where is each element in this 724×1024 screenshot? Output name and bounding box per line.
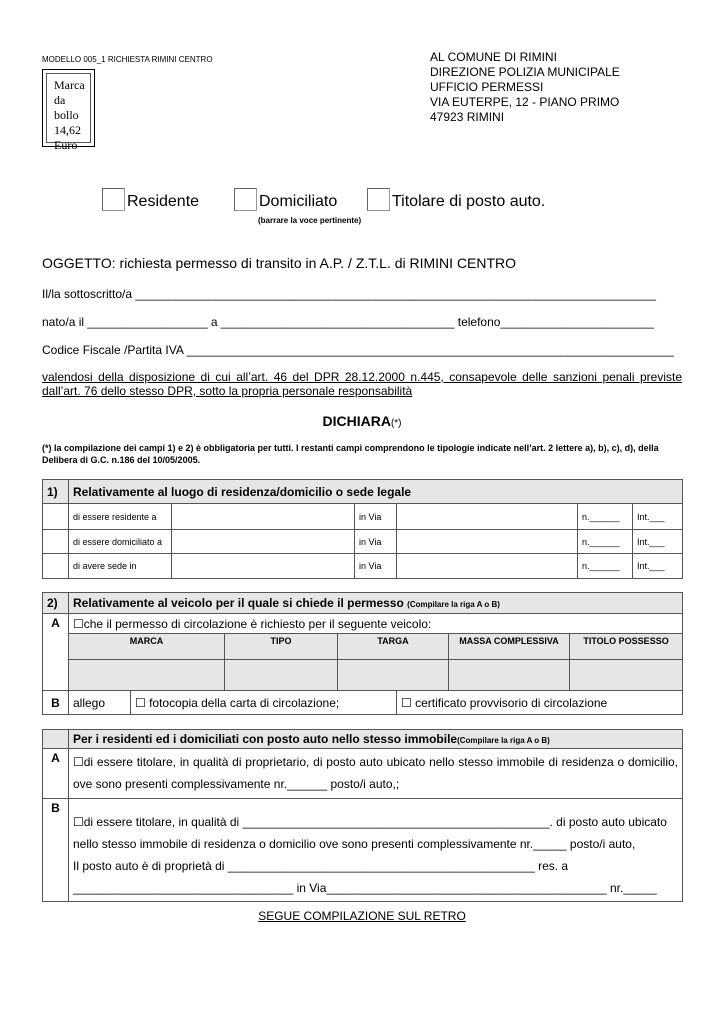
row-label: di essere domiciliato a [69,530,172,554]
column-header: MASSA COMPLESSIVA [449,634,570,660]
row-label: di avere sede in [69,554,172,579]
option-vehicle[interactable]: ☐che il permesso di circolazione è richiesto per il seguente veicolo: [69,614,683,634]
option-domiciliato[interactable] [234,188,337,211]
address-line: UFFICIO PERMESSI [430,80,544,94]
text-line: _________________________________ in Via__________________________________________ nr._____ [73,881,657,895]
checkbox[interactable] [234,188,257,211]
text-line: ☐di essere titolare, in qualità di ______________________________________________. di posto auto ubicato [73,815,667,829]
field-codice-fiscale[interactable]: Codice Fiscale /Partita IVA _________________________________________________________________________ [42,343,674,357]
interior-field[interactable]: Int.___ [633,530,683,554]
option-fotocopia[interactable]: ☐ fotocopia della carta di circolazione; [131,691,397,715]
street-input[interactable] [397,530,578,554]
section3-table [42,729,683,902]
address-line: 47923 RIMINI [430,110,505,124]
city-input[interactable] [172,504,355,530]
section-title: Relativamente al luogo di residenza/domicilio o sede legale [69,480,683,504]
footer-note: SEGUE COMPILAZIONE SUL RETRO [258,909,466,923]
section-number: 1) [43,480,69,504]
column-header: TARGA [338,634,449,660]
dichiara-note: (*) la compilazione dei campi 1) e 2) è obbligatoria per tutti. I restanti campi comprendono le tipologie indicate nell’art. 2 lettere a), b), c), d), della Delibera di G.C. n.186 del 10/05/2005. [42,443,659,465]
stamp-line: 14,62 Euro [54,123,81,152]
stamp-line: bollo [54,108,79,122]
row-letter: B [43,799,69,902]
section-number: 2) [43,593,69,614]
option-proprietario[interactable]: ☐di essere titolare, in qualità di proprietario, di posto auto ubicato nello stesso immobile di residenza o domicilio, ove sono presenti complessivamente nr.______ posto/i auto,; [69,749,683,799]
via-label: in Via [355,530,397,554]
table-row [43,530,683,554]
city-input[interactable] [172,554,355,579]
via-label: in Via [355,554,397,579]
recipient-address [430,50,620,125]
address-line: DIREZIONE POLIZIA MUNICIPALE [430,65,620,79]
option-label: Domiciliato [259,193,338,210]
text-line: nello stesso immobile di residenza o domicilio ove sono presenti complessivamente nr._____ posto/i auto, [73,837,636,851]
option-label: Residente [127,193,200,210]
row-label: di essere residente a [69,504,172,530]
stamp-box [42,69,95,152]
checkbox[interactable] [102,188,125,211]
column-header: MARCA [69,634,225,660]
field-nascita[interactable]: nato/a il __________________ a ___________________________________ telefono_______________________ [42,315,654,329]
dichiara-title: DICHIARA [322,413,391,429]
interior-field[interactable]: Int.___ [633,504,683,530]
allego-label: allego [69,691,131,715]
street-input[interactable] [397,554,578,579]
dichiara-mark: (*) [390,418,402,429]
titolo-input[interactable] [570,660,683,691]
section2-table [42,592,683,715]
row-letter: A [43,614,69,691]
option-altro-titolo[interactable] [69,799,683,902]
address-line: AL COMUNE DI RIMINI [430,50,557,64]
option-residente[interactable] [102,188,199,211]
street-input[interactable] [397,504,578,530]
number-field[interactable]: n.______ [578,504,633,530]
option-titolare[interactable] [367,188,545,211]
tipo-input[interactable] [225,660,338,691]
section-title: Relativamente al veicolo per il quale si chiede il permesso [73,596,404,610]
checkbox[interactable] [367,188,390,211]
massa-input[interactable] [449,660,570,691]
city-input[interactable] [172,530,355,554]
section-note: (Compilare la riga A o B) [407,600,500,609]
model-code: MODELLO 005_1 RICHIESTA RIMINI CENTRO [42,55,213,64]
address-line: VIA EUTERPE, 12 - PIANO PRIMO [430,95,620,109]
subject: OGGETTO: richiesta permesso di transito in A.P. / Z.T.L. di RIMINI CENTRO [42,255,517,271]
row-letter: B [43,691,69,715]
table-row [43,504,683,530]
section-note: (Compilare la riga A o B) [457,736,550,745]
option-label: Titolare di posto auto. [392,193,546,210]
text-line: Il posto auto è di proprietà di ______________________________________________ res. a [73,859,569,873]
via-label: in Via [355,504,397,530]
option-note: (barrare la voce pertinente) [258,216,362,225]
dichiara-heading [0,413,724,431]
table-row [43,554,683,579]
interior-field[interactable]: Int.___ [633,554,683,579]
option-certificato[interactable]: ☐ certificato provvisorio di circolazione [397,691,683,715]
declaration-text: valendosi della disposizione di cui all’art. 46 del DPR 28.12.2000 n.445, consapevole delle sanzioni penali previste dall’art. 76 dello stesso DPR, sotto la propria personale responsabilità [42,370,682,398]
section1-table [42,479,683,579]
section-title: Per i residenti ed i domiciliati con posto auto nello stesso immobile [73,732,458,746]
column-header: TITOLO POSSESSO [570,634,683,660]
number-field[interactable]: n.______ [578,554,633,579]
field-sottoscritto[interactable]: Il/la sottoscritto/a ______________________________________________________________________________ [42,287,656,301]
row-letter: A [43,749,69,799]
marca-input[interactable] [69,660,225,691]
targa-input[interactable] [338,660,449,691]
stamp-line: Marca da [54,78,85,107]
number-field[interactable]: n.______ [578,530,633,554]
column-header: TIPO [225,634,338,660]
